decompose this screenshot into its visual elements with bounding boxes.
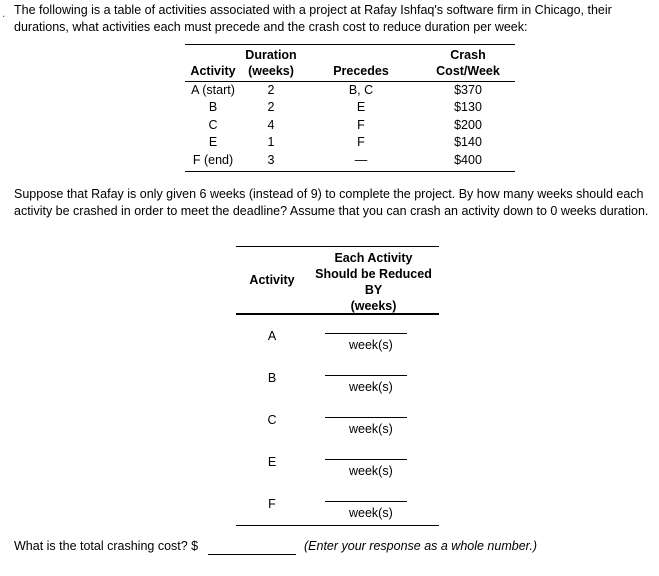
- header-crash-1: Crash: [421, 45, 515, 64]
- cell-activity: B: [208, 100, 218, 115]
- unit-label: week(s): [349, 338, 393, 352]
- answer-hint: (Enter your response as a whole number.): [304, 539, 537, 553]
- crash-row-e: [236, 441, 439, 483]
- cell-cost: $140: [454, 135, 482, 150]
- cell-activity: F (end): [185, 152, 241, 172]
- cell-cost: $200: [454, 117, 482, 132]
- header-crash-2: Cost/Week: [421, 63, 515, 82]
- cell-precedes: F: [357, 135, 365, 150]
- crash-activity-label: E: [267, 455, 277, 469]
- cell-precedes: E: [356, 100, 366, 115]
- crash-f-input[interactable]: [325, 501, 407, 502]
- crash-activity-label: A: [267, 329, 277, 343]
- cell-duration: 1: [267, 135, 275, 150]
- crash-header-line-2: Should be Reduced: [315, 267, 432, 281]
- crash-header-activity: Activity: [249, 273, 295, 287]
- cell-activity: A (start): [191, 83, 235, 97]
- crash-row-b: [236, 357, 439, 399]
- unit-label: week(s): [349, 464, 393, 478]
- question-text: Suppose that Rafay is only given 6 weeks (instead of 9) to complete the project. By how many weeks should each activity be crashed in order to meet the deadline? Assume that you can crash an activity down to 0 weeks duration.: [14, 187, 649, 218]
- activity-table: [185, 44, 515, 172]
- crash-activity-label: F: [268, 497, 276, 511]
- table-row: [185, 82, 515, 100]
- unit-label: week(s): [349, 506, 393, 520]
- cell-cost: $400: [421, 152, 515, 172]
- unit-label: week(s): [349, 422, 393, 436]
- cell-precedes: F: [357, 117, 365, 132]
- crash-table: [236, 246, 439, 526]
- crash-row-f: [236, 483, 439, 525]
- crash-activity-label: C: [267, 413, 277, 427]
- crash-activity-label: B: [267, 371, 277, 385]
- header-precedes-spacer: [301, 45, 421, 64]
- intro-text: The following is a table of activities associated with a project at Rafay Ishfaq's software firm in Chicago, their durations, what activities each must precede and the crash cost to reduce duration per week:: [14, 3, 612, 34]
- crash-header-line-1: Each Activity: [334, 251, 413, 265]
- crash-e-input[interactable]: [325, 459, 407, 460]
- cell-duration: 4: [267, 117, 275, 132]
- crash-c-input[interactable]: [325, 417, 407, 418]
- cell-cost: $370: [454, 83, 482, 97]
- cell-activity: C: [208, 117, 218, 132]
- header-duration-1: Duration: [241, 45, 301, 64]
- crash-a-input[interactable]: [325, 333, 407, 334]
- header-duration-2: (weeks): [241, 63, 301, 82]
- cell-activity: E: [208, 135, 218, 150]
- cell-cost: $130: [454, 100, 482, 115]
- crash-row-c: [236, 399, 439, 441]
- cell-duration: 3: [241, 152, 301, 172]
- total-cost-label: What is the total crashing cost? $: [14, 539, 199, 553]
- cell-duration: 2: [267, 83, 275, 97]
- table-row: [185, 134, 515, 151]
- unit-label: week(s): [349, 380, 393, 394]
- crash-row-a: [236, 315, 439, 357]
- cell-duration: 2: [267, 100, 275, 115]
- header-activity: Activity: [185, 63, 241, 82]
- total-cost-input[interactable]: [208, 554, 296, 555]
- table-row: [185, 117, 515, 134]
- crash-header-reduce: [308, 247, 439, 313]
- crash-header-line-4: (weeks): [350, 299, 397, 313]
- bullet-marker: .: [2, 6, 6, 20]
- crash-header-line-3: BY: [364, 283, 383, 297]
- cell-precedes: —: [301, 152, 421, 172]
- table-row: [185, 99, 515, 116]
- cell-precedes: B, C: [348, 83, 374, 97]
- crash-b-input[interactable]: [325, 375, 407, 376]
- header-precedes: Precedes: [301, 63, 421, 82]
- table-row: [185, 152, 515, 172]
- header-activity-spacer: [185, 45, 241, 64]
